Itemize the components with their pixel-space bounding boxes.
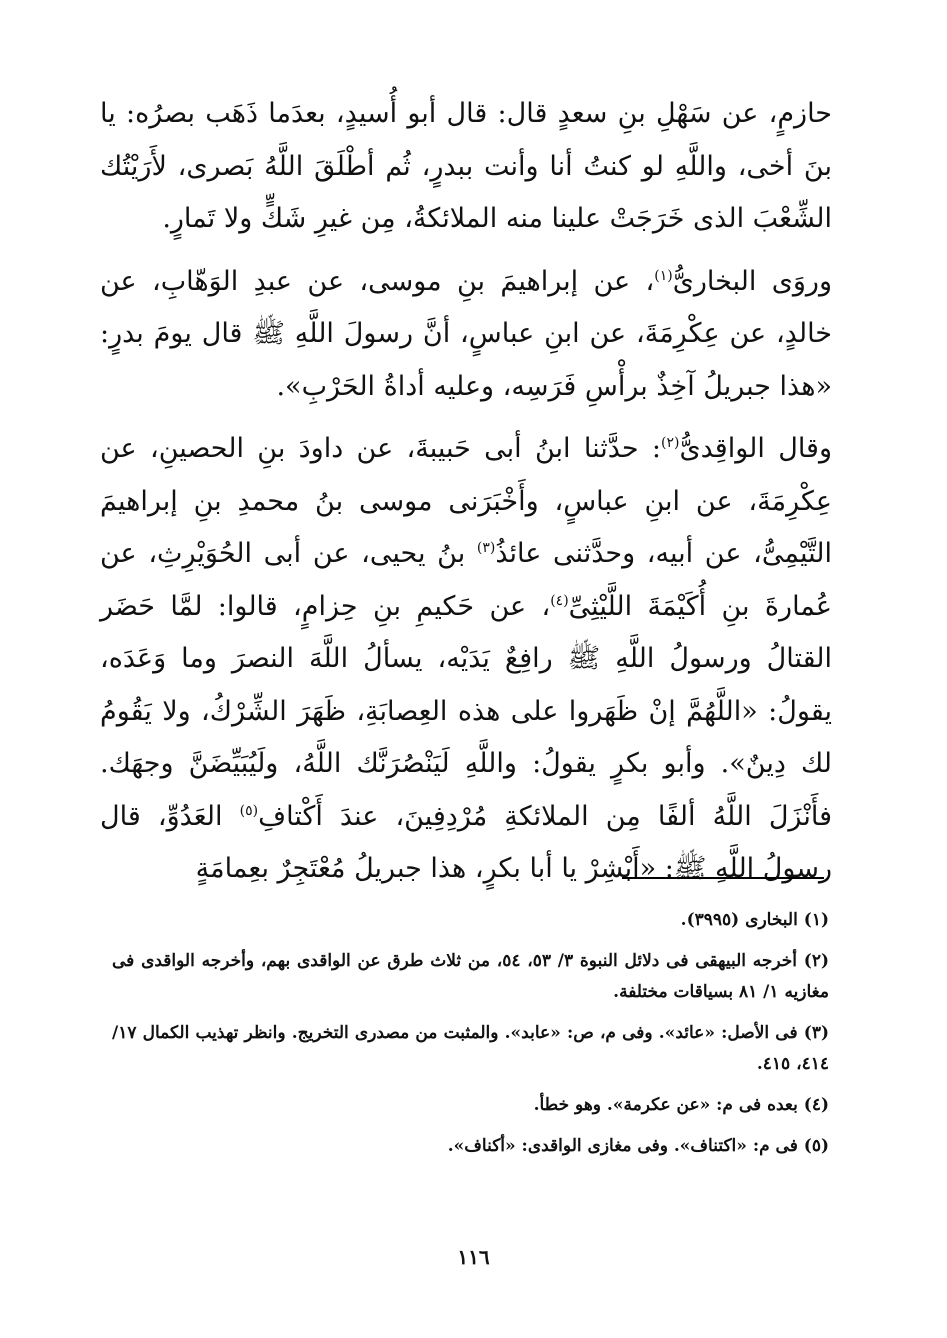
paragraph-3-text-a: وقال الواقِدىُّ [679, 433, 832, 464]
paragraph-1-text: حازمٍ، عن سَهْلِ بنِ سعدٍ قال: قال أبو أُسيدٍ، بعدَما ذَهَب بصرُه: يا بنَ أخى، واللَّهِ لو كنتُ أنا وأنت ببدرٍ، ثُم أطْلَقَ اللَّهُ بَصرى، لأَرَيْتُك الشِّعْبَ الذى خَرَجَتْ علينا منه الملائكةُ، مِن غيرِ شَكٍّ ولا تَمارٍ. [100, 98, 832, 234]
footnote-ref-5: (٥) [239, 802, 259, 819]
main-text [100, 88, 832, 896]
footnote-5: (٥) فى م: «اكتناف». وفى مغازى الواقدى: «أكناف». [447, 1136, 829, 1156]
paragraph-1 [100, 88, 832, 246]
footnote-1: (١) البخارى (٣٩٩٥). [680, 910, 829, 930]
paragraph-2 [100, 256, 832, 414]
paragraph-3-text-d: ، عن حَكيمِ بنِ حِزامٍ، قالوا: لمَّا حَضَر القتالُ ورسولُ اللَّهِ ﷺ رافِعٌ يَدَيْه، يسألُ اللَّهَ النصرَ وما وَعَدَه، يقولُ: «اللَّهُمَّ إنْ ظَهَروا على هذه العِصابَةِ، ظَهَرَ الشِّرْكُ، ولا يَقُومُ لك دِينٌ». وأبو بكرٍ يقولُ: واللَّهِ لَيَنْصُرَنَّك اللَّهُ، ولَيُبَيِّضَنَّ وجهَك. فأَنْزَلَ اللَّهُ ألفًا مِن الملائكةِ مُرْدِفِينَ، عندَ أَكْتافِ [100, 590, 832, 832]
paragraph-3-text-e: العَدُوِّ، قال رسولُ اللَّهِ ﷺ: «أَبْشِرْ يا أبا بكرٍ، هذا جبريلُ مُعْتَجِرٌ بعِمامَةٍ [100, 800, 832, 884]
footnote-3: (٣) فى الأصل: «عائد». وفى م، ص: «عابد». والمثبت من مصدرى التخريج. وانظر تهذيب الكمال ١٧/ ٤١٤، ٤١٥. [112, 1023, 829, 1074]
paragraph-2-text-b: ، عن إبراهيمَ بنِ موسى، عن عبدِ الوَهّابِ، عن خالدٍ، عن عِكْرِمَةَ، عن ابنِ عباسٍ، أنَّ رسولَ اللَّهِ ﷺ قال يومَ بدرٍ: «هذا جبريلُ آخِذٌ برأْسِ فَرَسِه، وعليه أداةُ الحَرْبِ». [100, 265, 832, 402]
footnote-ref-1: (١) [654, 267, 673, 284]
footnote-2: (٢) أخرجه البيهقى فى دلائل النبوة ٣/ ٥٣، ٥٤، من ثلاث طرق عن الواقدى بهم، وأخرجه الواقدى فى مغازيه ١/ ٨١ بسياقات مختلفة. [112, 951, 829, 1002]
paragraph-3 [100, 423, 832, 896]
paragraph-3-text-b: : حدَّثنا ابنُ أبى حَبيبةَ، عن داودَ بنِ الحصينِ، عن عِكْرِمَةَ، عن ابنِ عباسٍ، وأَخْبَرَنى موسى بنُ محمدِ بنِ إبراهيمَ التَّيْمِىُّ، عن أبيه، وحدَّثنى عائذُ [100, 433, 832, 569]
footnote-ref-3: (٣) [476, 540, 496, 556]
footnote-4: (٤) بعده فى م: «عن عكرمة». وهو خطأ. [533, 1095, 829, 1115]
page-number: ١١٦ [457, 1245, 490, 1269]
footnote-ref-2: (٢) [661, 435, 680, 451]
footnote-separator [622, 877, 824, 879]
footnote-ref-4: (٤) [550, 592, 569, 609]
paragraph-2-text-a: وروَى البخارىُّ [672, 265, 832, 297]
footnotes [112, 905, 829, 1172]
paragraph-3-text-c: بنُ يحيى، عن أبى الحُوَيْرِثِ، عن عُمارةَ بنِ أُكَيْمَةَ اللَّيْثِىِّ [100, 538, 833, 622]
